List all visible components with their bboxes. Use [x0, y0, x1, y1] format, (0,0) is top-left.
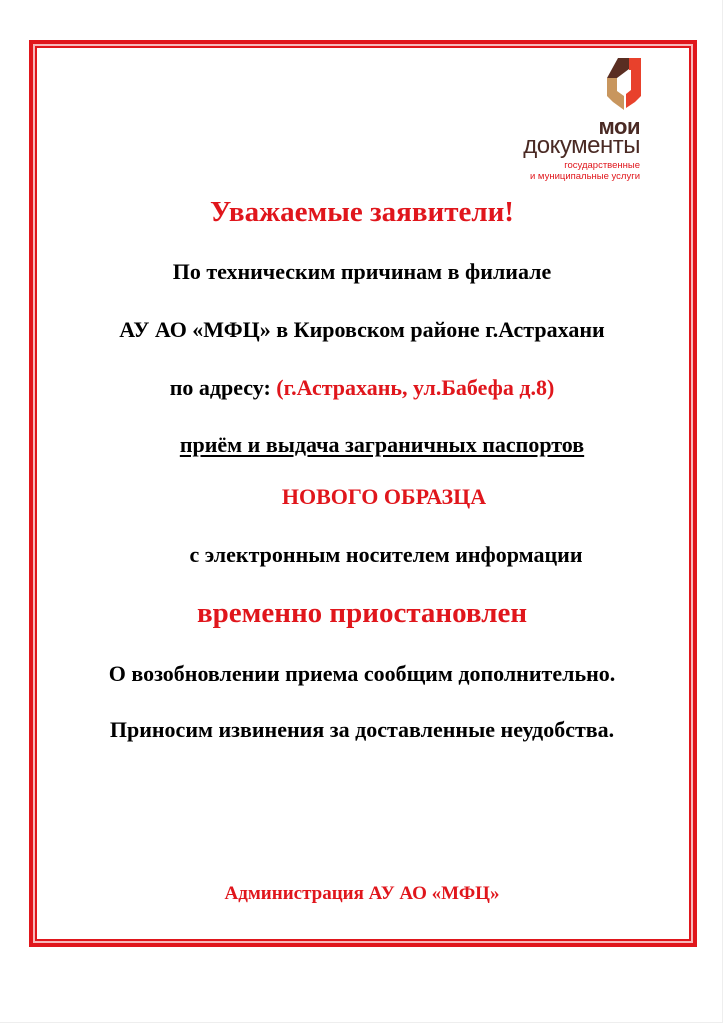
notice-line-4: приём и выдача заграничных паспортов [179, 432, 585, 457]
notice-line-7-suspended: временно приостановлен [196, 597, 528, 629]
logo-subtitle [488, 160, 640, 182]
notice-line-6: с электронным носителем информации [189, 542, 583, 567]
notice-line-3 [0, 375, 724, 401]
notice-line-2: АУ АО «МФЦ» в Кировском районе г.Астрахани [119, 317, 605, 342]
moi-dokumenty-logo [488, 58, 658, 182]
logo-title-dokumenty: документы [523, 132, 640, 159]
notice-line-5-new-format: НОВОГО ОБРАЗЦА [281, 484, 487, 509]
greeting-heading: Уважаемые заявители! [210, 196, 514, 228]
moi-dokumenty-logo-icon [605, 58, 643, 110]
address-label: по адресу: [169, 375, 277, 400]
address-value: (г.Астрахань, ул.Бабефа д.8) [276, 375, 555, 400]
notice-line-8: О возобновлении приема сообщим дополнительно. [108, 661, 616, 686]
logo-subtitle-line2: и муниципальные услуги [529, 171, 640, 182]
logo-subtitle-line1: государственные [564, 160, 640, 171]
notice-line-1: По техническим причинам в филиале [172, 259, 552, 284]
logo-title-moi: мои [598, 114, 640, 139]
signature: Администрация АУ АО «МФЦ» [224, 883, 500, 904]
notice-line-9: Приносим извинения за доставленные неудобства. [109, 717, 615, 742]
